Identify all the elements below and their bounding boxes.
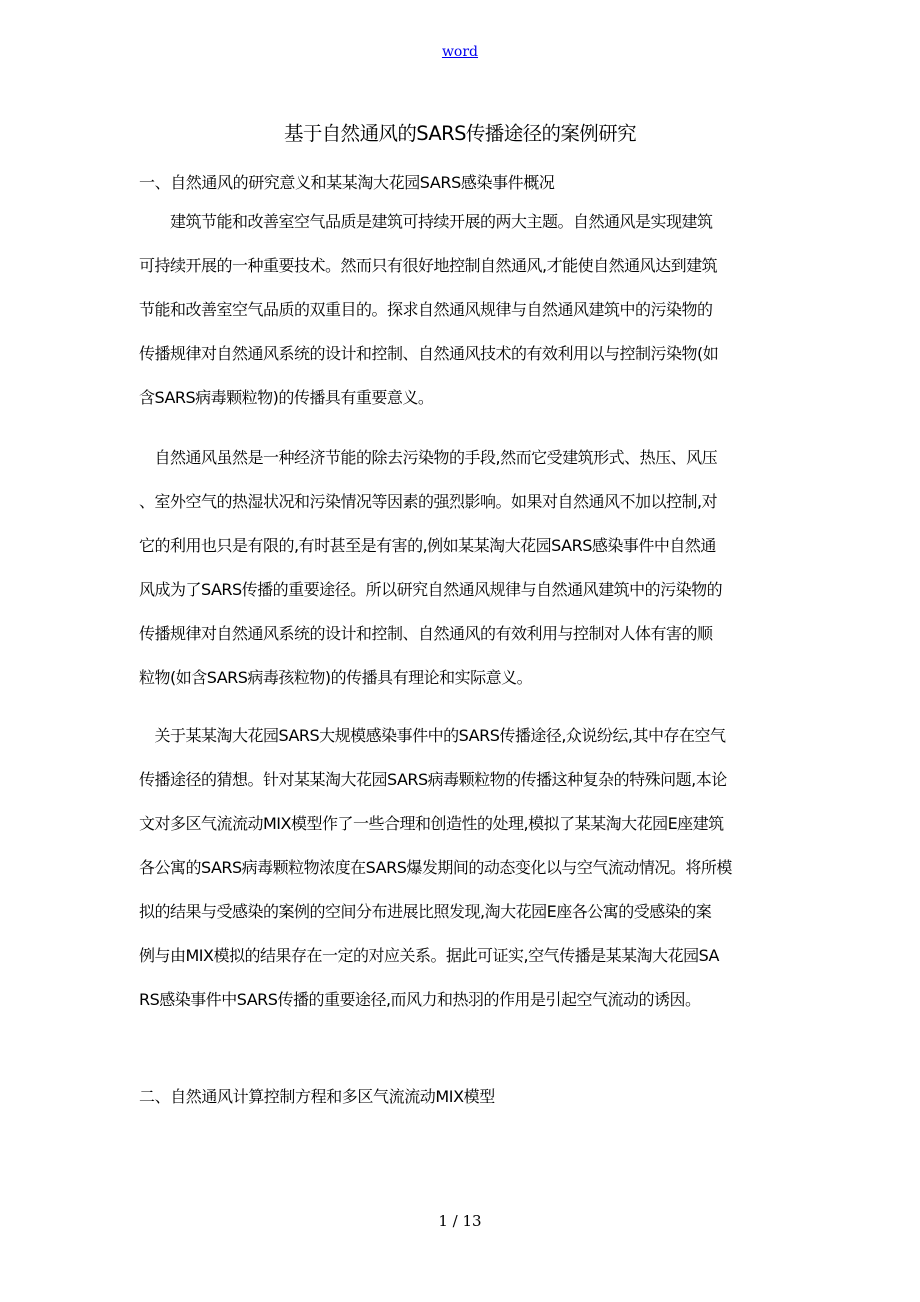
- paragraph-line: 拟的结果与受感染的案例的空间分布进展比照发现,淘大花园E座各公寓的受感染的案: [139, 902, 712, 921]
- section-1-heading: 一、自然通风的研究意义和某某淘大花园SARS感染事件概况: [139, 173, 555, 192]
- paragraph-1: [139, 212, 781, 432]
- paragraph-line: 、室外空气的热湿状况和污染情况等因素的强烈影响。如果对自然通风不加以控制,对: [139, 492, 718, 511]
- paragraph-line: 自然通风虽然是一种经济节能的除去污染物的手段,然而它受建筑形式、热压、风压: [139, 448, 718, 467]
- paragraph-line: 含SARS病毒颗粒物)的传播具有重要意义。: [139, 388, 434, 407]
- paragraph-line: 文对多区气流流动MIX模型作了一些合理和创造性的处理,模拟了某某淘大花园E座建筑: [139, 814, 724, 833]
- paragraph-line: 关于某某淘大花园SARS大规模感染事件中的SARS传播途径,众说纷纭,其中存在空气: [139, 726, 726, 745]
- paragraph-line: 传播途径的猜想。针对某某淘大花园SARS病毒颗粒物的传播这种复杂的特殊问题,本论: [139, 770, 727, 789]
- paragraph-3: [139, 726, 781, 1034]
- section-2-heading: 二、自然通风计算控制方程和多区气流流动MIX模型: [139, 1087, 495, 1106]
- paragraph-line: 它的利用也只是有限的,有时甚至是有害的,例如某某淘大花园SARS感染事件中自然通: [139, 536, 716, 555]
- paragraph-line: RS感染事件中SARS传播的重要途径,而风力和热羽的作用是引起空气流动的诱因。: [139, 990, 701, 1009]
- word-link[interactable]: word: [441, 44, 479, 60]
- document-title: 基于自然通风的SARS传播途径的案例研究: [283, 122, 636, 145]
- paragraph-line: 可持续开展的一种重要技术。然而只有很好地控制自然通风,才能使自然通风达到建筑: [139, 256, 718, 275]
- paragraph-line: 粒物(如含SARS病毒孩粒物)的传播具有理论和实际意义。: [139, 668, 533, 687]
- paragraph-line: 各公寓的SARS病毒颗粒物浓度在SARS爆发期间的动态变化以与空气流动情况。将所模: [139, 858, 732, 877]
- paragraph-line: 建筑节能和改善室空气品质是建筑可持续开展的两大主题。自然通风是实现建筑: [139, 212, 713, 231]
- page-indicator: 1 / 13: [438, 1212, 482, 1230]
- paragraph-line: 传播规律对自然通风系统的设计和控制、自然通风技术的有效利用以与控制污染物(如: [139, 344, 719, 363]
- paragraph-line: 节能和改善室空气品质的双重目的。探求自然通风规律与自然通风建筑中的污染物的: [139, 300, 713, 319]
- paragraph-2: [139, 448, 781, 712]
- paragraph-line: 风成为了SARS传播的重要途径。所以研究自然通风规律与自然通风建筑中的污染物的: [139, 580, 723, 599]
- paragraph-line: 传播规律对自然通风系统的设计和控制、自然通风的有效利用与控制对人体有害的顺: [139, 624, 713, 643]
- paragraph-line: 例与由MIX模拟的结果存在一定的对应关系。据此可证实,空气传播是某某淘大花园SA: [139, 946, 719, 965]
